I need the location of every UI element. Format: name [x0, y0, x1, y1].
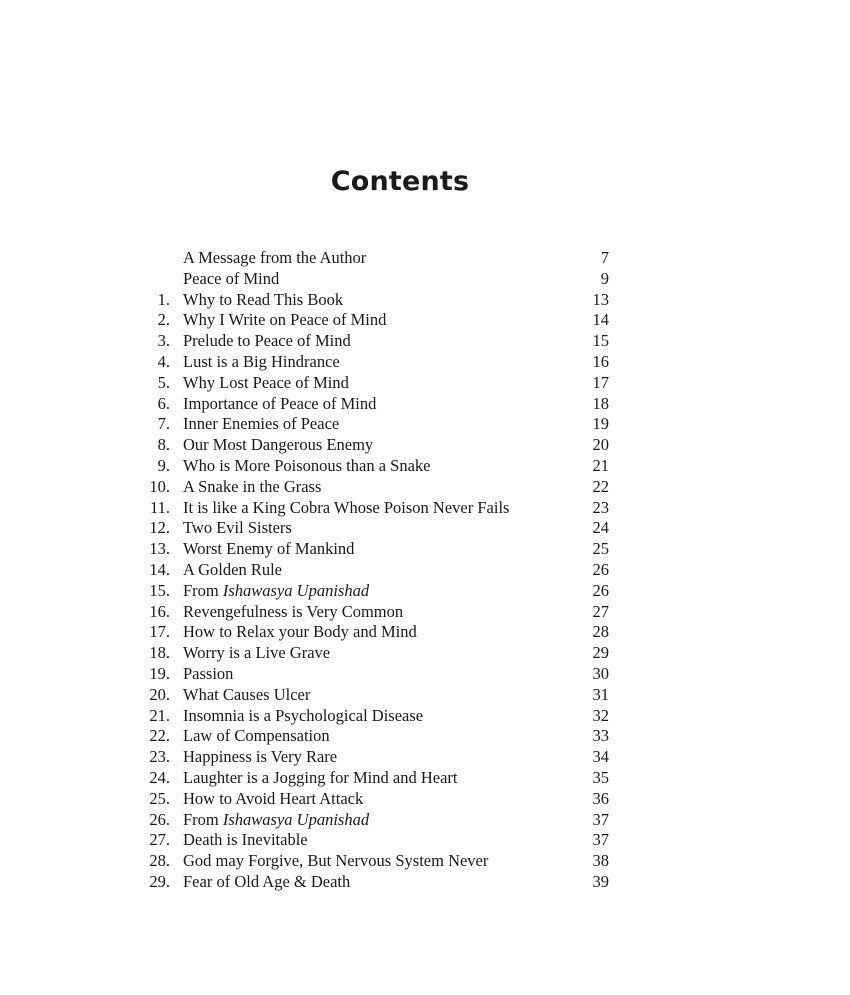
entry-page-number: 23 [592, 497, 609, 517]
entry-title-text: Peace of Mind [183, 268, 280, 288]
entry-page-number: 18 [592, 393, 609, 413]
toc-entry [0, 352, 850, 373]
entry-number: 21. [149, 705, 170, 725]
toc-entry [0, 331, 850, 352]
entry-number: 10. [149, 476, 170, 496]
entry-page-number: 36 [592, 788, 609, 808]
entry-number: 11. [149, 497, 170, 517]
entry-page-number: 17 [592, 372, 609, 392]
entry-title-text: Insomnia is a Psychological Disease [183, 705, 424, 725]
toc-entry [0, 456, 850, 477]
entry-title-text: Passion [183, 663, 234, 683]
entry-title-text: Revengefulness is Very Common [183, 601, 404, 621]
entry-title-text: Worst Enemy of Mankind [183, 539, 355, 559]
entry-title-text: Happiness is Very Rare [183, 747, 338, 767]
entry-title-text: Why to Read This Book [183, 289, 344, 309]
entry-title [183, 414, 339, 435]
entry-number: 6. [157, 393, 170, 413]
entry-number: 29. [149, 871, 170, 891]
entry-title-text: A Message from the Author [183, 248, 367, 267]
entry-page-number: 29 [592, 643, 609, 663]
entry-page-number: 20 [592, 435, 609, 455]
entry-title [183, 394, 376, 415]
entry-title [183, 435, 373, 456]
entry-page-number: 34 [592, 747, 609, 767]
toc-entry [0, 872, 850, 893]
entry-title-text: How to Relax your Body and Mind [183, 622, 417, 642]
entry-title [183, 810, 369, 831]
table-of-contents [0, 248, 850, 893]
entry-title-text: It is like a King Cobra Whose Poison Never Fails [183, 497, 510, 517]
toc-entry [0, 664, 850, 685]
entry-page-number: 22 [592, 476, 609, 496]
entry-title-text: A Golden Rule [183, 559, 282, 579]
entry-number: 3. [157, 331, 170, 351]
toc-entry [0, 581, 850, 602]
entry-title-text: God may Forgive, But Nervous System Never [183, 851, 489, 871]
entry-title [183, 706, 423, 727]
entry-title [183, 310, 386, 331]
entry-title-text: Prelude to Peace of Mind [183, 331, 351, 351]
entry-page-number: 32 [592, 705, 609, 725]
entry-title [183, 539, 354, 560]
entry-page-number: 19 [592, 414, 609, 434]
entry-title [183, 456, 430, 477]
entry-number: 18. [149, 643, 170, 663]
entry-title-text: Why I Write on Peace of Mind [183, 310, 387, 330]
toc-entry [0, 373, 850, 394]
toc-entry [0, 830, 850, 851]
entry-number: 28. [149, 851, 170, 871]
entry-number: 24. [149, 767, 170, 787]
entry-page-number: 7 [600, 248, 609, 267]
entry-number: 26. [149, 809, 170, 829]
entry-title-text: From [183, 809, 223, 829]
entry-title-text: Two Evil Sisters [183, 518, 292, 538]
entry-page-number: 24 [592, 518, 609, 538]
entry-number: 17. [149, 622, 170, 642]
toc-entry [0, 269, 850, 290]
entry-title [183, 373, 349, 394]
toc-entry [0, 290, 850, 311]
entry-number: 27. [149, 830, 170, 850]
entry-title-text: Who is More Poisonous than a Snake [183, 455, 431, 475]
entry-page-number: 25 [592, 539, 609, 559]
entry-number: 9. [157, 455, 170, 475]
entry-page-number: 9 [600, 268, 609, 288]
entry-title [183, 269, 279, 290]
entry-title-text: Fear of Old Age & Death [183, 871, 351, 891]
entry-title [183, 830, 308, 851]
entry-title-text: What Causes Ulcer [183, 684, 311, 704]
entry-title [183, 290, 343, 311]
entry-number: 14. [149, 559, 170, 579]
entry-number: 25. [149, 788, 170, 808]
toc-entry [0, 394, 850, 415]
toc-entry [0, 789, 850, 810]
toc-entry [0, 414, 850, 435]
entry-page-number: 30 [592, 663, 609, 683]
entry-title [183, 747, 337, 768]
entry-number: 23. [149, 747, 170, 767]
toc-entry [0, 602, 850, 623]
entry-page-number: 33 [592, 726, 609, 746]
entry-title-text: Worry is a Live Grave [183, 643, 331, 663]
entry-number: 22. [149, 726, 170, 746]
toc-entry [0, 685, 850, 706]
toc-entry [0, 518, 850, 539]
toc-entry [0, 310, 850, 331]
entry-title [183, 602, 403, 623]
entry-title [183, 685, 310, 706]
toc-entry [0, 539, 850, 560]
entry-title [183, 789, 363, 810]
entry-page-number: 16 [592, 351, 609, 371]
entry-number: 12. [149, 518, 170, 538]
entry-page-number: 26 [592, 559, 609, 579]
entry-title [183, 331, 351, 352]
toc-entry [0, 851, 850, 872]
entry-title [183, 560, 282, 581]
toc-entry [0, 622, 850, 643]
entry-title-text: Importance of Peace of Mind [183, 393, 377, 413]
entry-number: 16. [149, 601, 170, 621]
entry-title [183, 622, 417, 643]
entry-number: 4. [157, 351, 170, 371]
entry-title [183, 581, 369, 602]
entry-page-number: 38 [592, 851, 609, 871]
entry-page-number: 26 [592, 580, 609, 600]
entry-title-text: Lust is a Big Hindrance [183, 351, 340, 371]
entry-number: 5. [157, 372, 170, 392]
toc-entry [0, 747, 850, 768]
entry-title [183, 352, 340, 373]
toc-entry [0, 477, 850, 498]
entry-page-number: 37 [592, 830, 609, 850]
toc-entry [0, 248, 850, 269]
entry-title-italic: Ishawasya Upanishad [222, 580, 370, 600]
entry-number: 13. [149, 539, 170, 559]
toc-entry [0, 435, 850, 456]
entry-number: 2. [157, 310, 170, 330]
entry-title [183, 498, 509, 519]
entry-title-text: Why Lost Peace of Mind [183, 372, 349, 392]
toc-entry [0, 768, 850, 789]
entry-number: 7. [157, 414, 170, 434]
entry-number: 15. [149, 580, 170, 600]
toc-entry [0, 560, 850, 581]
entry-number: 1. [157, 289, 170, 309]
entry-title-italic: Ishawasya Upanishad [222, 809, 370, 829]
entry-title [183, 643, 330, 664]
entry-page-number: 21 [592, 455, 609, 475]
entry-title [183, 726, 330, 747]
entry-page-number: 35 [592, 767, 609, 787]
entry-title-text: Law of Compensation [183, 726, 330, 746]
entry-title-text: Our Most Dangerous Enemy [183, 435, 374, 455]
toc-entry [0, 726, 850, 747]
entry-title [183, 477, 321, 498]
entry-title [183, 768, 457, 789]
entry-page-number: 27 [592, 601, 609, 621]
entry-title-text: Death is Inevitable [183, 830, 308, 850]
entry-title [183, 851, 488, 872]
entry-page-number: 14 [592, 310, 609, 330]
entry-title-text: From [183, 580, 223, 600]
entry-title [183, 248, 366, 269]
entry-page-number: 37 [592, 809, 609, 829]
entry-title [183, 872, 350, 893]
entry-page-number: 31 [592, 684, 609, 704]
entry-number: 20. [149, 684, 170, 704]
entry-page-number: 13 [592, 289, 609, 309]
entry-number: 8. [157, 435, 170, 455]
page-title: Contents [330, 166, 470, 197]
entry-page-number: 28 [592, 622, 609, 642]
entry-page-number: 39 [592, 871, 609, 891]
entry-title-text: Laughter is a Jogging for Mind and Heart [183, 767, 458, 787]
toc-entry [0, 643, 850, 664]
toc-entry [0, 706, 850, 727]
entry-title-text: Inner Enemies of Peace [183, 414, 340, 434]
entry-number: 19. [149, 663, 170, 683]
toc-entry [0, 810, 850, 831]
entry-page-number: 15 [592, 331, 609, 351]
entry-title-text: How to Avoid Heart Attack [183, 788, 364, 808]
entry-title-text: A Snake in the Grass [183, 476, 322, 496]
entry-title [183, 664, 233, 685]
entry-title [183, 518, 292, 539]
toc-entry [0, 498, 850, 519]
